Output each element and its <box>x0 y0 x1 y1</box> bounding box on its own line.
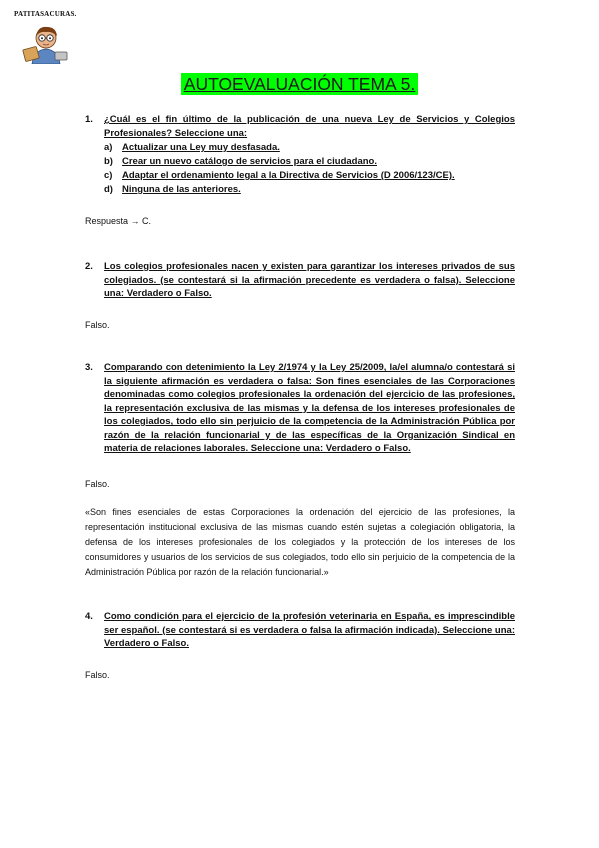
answer-2: Falso. <box>85 320 110 330</box>
question-text: Comparando con detenimiento la Ley 2/1974 y la Ley 25/2009, la/el alumna/o contestará si la siguiente afirmación es verdadera o falsa: Son fines esenciales de las Corporaciones denominadas como colegios profesionales la ordenación del ejercicio de las profesiones, la representación exclusiva de las mismas y la defensa de los intereses profesionales de los colegiados, todo ello sin perjuicio de la competencia de la Administración Pública por razón de la relación funcionarial y de las específicas de la Organización Sindical en materia de relaciones laborales. Seleccione una: Verdadero o Falso. <box>104 362 515 454</box>
option-a: a) Actualizar una Ley muy desfasada. <box>104 142 280 153</box>
question-1-options <box>104 141 455 197</box>
brand-name: PATITASACURAS. <box>14 10 77 18</box>
mascot-icon <box>22 24 70 64</box>
option-d: d) Ninguna de las anteriores. <box>104 184 241 195</box>
question-text: Los colegios profesionales nacen y existen para garantizar los intereses privados de sus colegiados. (se contestará si la afirmación precedente es verdadera o falsa). Seleccione una: Verdadero o Falso. <box>104 261 515 299</box>
question-number: 1. <box>85 114 93 125</box>
question-number: 4. <box>85 611 93 622</box>
question-1 <box>85 113 515 140</box>
question-2 <box>85 260 515 301</box>
page-title: AUTOEVALUACIÓN TEMA 5. <box>181 73 418 95</box>
answer-3: Falso. <box>85 479 110 489</box>
option-c: c) Adaptar el ordenamiento legal a la Directiva de Servicios (D 2006/123/CE). <box>104 170 455 181</box>
question-text: Como condición para el ejercicio de la profesión veterinaria en España, es imprescindible ser español. (se contestará si es verdadera o falsa la afirmación indicada). Seleccione una: Verdadero o Falso. <box>104 611 515 649</box>
question-number: 2. <box>85 261 93 272</box>
option-b: b) Crear un nuevo catálogo de servicios para el ciudadano. <box>104 156 377 167</box>
answer-4: Falso. <box>85 670 110 680</box>
question-3 <box>85 361 515 456</box>
answer-1: Respuesta → C. <box>85 216 152 226</box>
question-number: 3. <box>85 362 93 373</box>
legal-quote: «Son fines esenciales de estas Corporaciones la ordenación del ejercicio de las profesiones, la representación institucional exclusiva de las mismas cuando estén sujetas a colegiación obligatoria, la defensa de los intereses profesionales de los colegiados y la protección de los intereses de los consumidores y usuarios de los servicios de sus colegiados, todo ello sin perjuicio de la competencia de la Administración Pública por razón de la relación funcionarial.» <box>85 507 515 577</box>
question-4 <box>85 610 515 651</box>
question-text: ¿Cuál es el fin último de la publicación de una nueva Ley de Servicios y Colegios Profesionales? Seleccione una: <box>104 114 515 139</box>
